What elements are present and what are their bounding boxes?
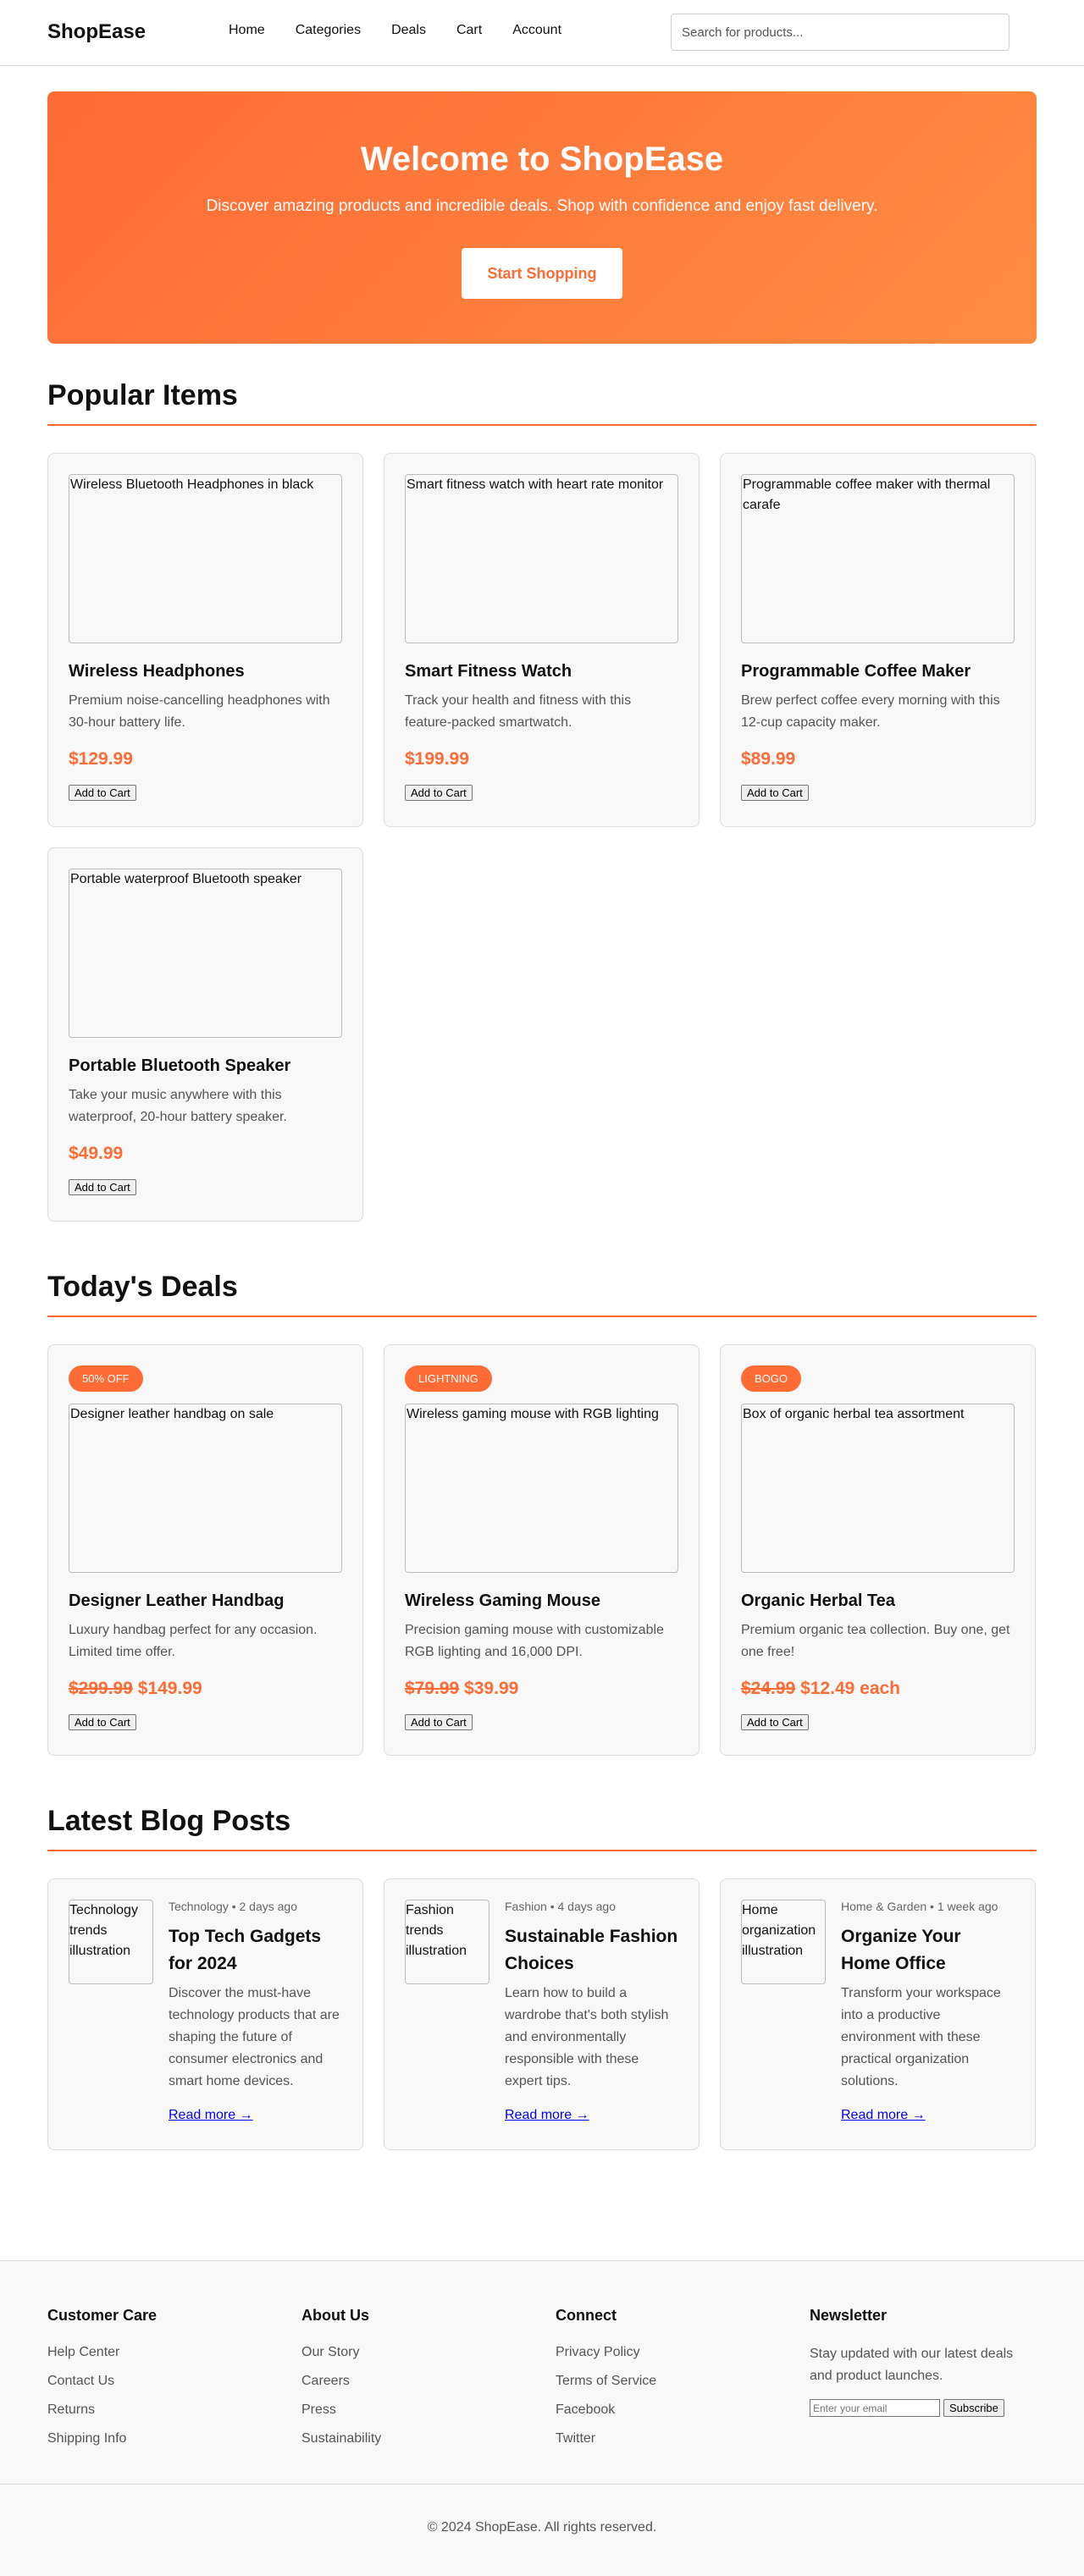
- add-to-cart-button[interactable]: Add to Cart: [405, 1714, 473, 1730]
- section-title: Latest Blog Posts: [47, 1805, 1037, 1851]
- product-price: $89.99: [741, 749, 796, 769]
- product-card: [720, 453, 1036, 827]
- deal-badge: BOGO: [741, 1365, 801, 1392]
- main-content: [47, 91, 1037, 2150]
- product-description: Luxury handbag perfect for any occasion. Limited time offer.: [69, 1623, 318, 1659]
- blog-thumbnail: Home organization illustration: [741, 1900, 826, 1984]
- newsletter-email-input[interactable]: [810, 2399, 940, 2417]
- blog-card: [47, 1878, 363, 2150]
- footer-link-help-center[interactable]: Help Center: [47, 2345, 120, 2359]
- newsletter-form: [810, 2399, 1037, 2417]
- footer-connect: [556, 2307, 810, 2484]
- blog-excerpt: Discover the must-have technology products that are shaping the future of consumer electronics and smart home devices.: [169, 1986, 340, 2088]
- deal-card: [47, 1344, 363, 1756]
- blog-title: Top Tech Gadgets for 2024: [169, 1927, 322, 1973]
- popular-items-section: [47, 379, 1037, 1222]
- old-price: $79.99: [405, 1679, 460, 1698]
- nav-categories[interactable]: Categories: [295, 23, 362, 37]
- blog-card: [720, 1878, 1036, 2150]
- product-name: Wireless Headphones: [69, 662, 245, 681]
- add-to-cart-button[interactable]: Add to Cart: [69, 785, 136, 801]
- product-card: [47, 847, 363, 1222]
- footer-link-contact-us[interactable]: Contact Us: [47, 2374, 115, 2388]
- product-price: $129.99: [69, 749, 133, 769]
- footer-columns: [47, 2261, 1037, 2484]
- product-image: Designer leather handbag on sale: [69, 1404, 342, 1573]
- product-image: Smart fitness watch with heart rate monitor: [405, 474, 678, 643]
- footer-customer-care: [47, 2307, 301, 2484]
- footer-title: Customer Care: [47, 2307, 158, 2324]
- blog-title: Sustainable Fashion Choices: [505, 1927, 678, 1973]
- product-name: Organic Herbal Tea: [741, 1591, 895, 1610]
- deal-price: [741, 1679, 1015, 1699]
- deal-card: [384, 1344, 700, 1756]
- deals-grid: [47, 1344, 1037, 1756]
- product-name: Programmable Coffee Maker: [741, 662, 971, 681]
- blog-thumbnail: Technology trends illustration: [69, 1900, 153, 1984]
- blog-thumbnail: Fashion trends illustration: [405, 1900, 489, 1984]
- read-more-link[interactable]: Read more →: [169, 2108, 253, 2122]
- footer-link-twitter[interactable]: Twitter: [556, 2431, 596, 2446]
- footer-about: [301, 2307, 556, 2484]
- newsletter-text: Stay updated with our latest deals and product launches.: [810, 2347, 1014, 2383]
- product-name: Portable Bluetooth Speaker: [69, 1056, 291, 1075]
- deal-badge: 50% OFF: [69, 1365, 143, 1392]
- footer-title: About Us: [301, 2307, 369, 2324]
- deals-section: [47, 1271, 1037, 1756]
- product-description: Premium organic tea collection. Buy one, get one free!: [741, 1623, 1010, 1659]
- blog-body: [505, 1900, 678, 2129]
- footer-link-facebook[interactable]: Facebook: [556, 2402, 616, 2417]
- nav-deals[interactable]: Deals: [391, 23, 426, 37]
- new-price: $149.99: [137, 1679, 202, 1698]
- nav-account[interactable]: Account: [512, 23, 562, 37]
- product-description: Brew perfect coffee every morning with this 12-cup capacity maker.: [741, 693, 1000, 730]
- read-more-link[interactable]: Read more →: [505, 2108, 589, 2122]
- footer-title: Newsletter: [810, 2307, 888, 2324]
- footer-link-returns[interactable]: Returns: [47, 2402, 96, 2417]
- new-price: $39.99: [464, 1679, 519, 1698]
- nav-home[interactable]: Home: [229, 23, 265, 37]
- footer-link-sustainability[interactable]: Sustainability: [301, 2431, 382, 2446]
- logo[interactable]: ShopEase: [47, 20, 147, 43]
- product-price: $49.99: [69, 1144, 124, 1163]
- product-description: Take your music anywhere with this waterproof, 20-hour battery speaker.: [69, 1088, 287, 1124]
- deal-price: [405, 1679, 678, 1699]
- product-description: Premium noise-cancelling headphones with 30-hour battery life.: [69, 693, 330, 730]
- footer-link-terms-of-service[interactable]: Terms of Service: [556, 2374, 657, 2388]
- add-to-cart-button[interactable]: Add to Cart: [741, 1714, 809, 1730]
- blog-body: [841, 1900, 1015, 2129]
- old-price: $299.99: [69, 1679, 133, 1698]
- hero-title: Welcome to ShopEase: [360, 141, 724, 178]
- main-nav: [229, 23, 561, 38]
- blog-title: Organize Your Home Office: [841, 1927, 961, 1973]
- blog-excerpt: Transform your workspace into a productive environment with these practical organization solutions.: [841, 1986, 1001, 2088]
- add-to-cart-button[interactable]: Add to Cart: [69, 1714, 136, 1730]
- product-image: Wireless Bluetooth Headphones in black: [69, 474, 342, 643]
- hero-banner: [47, 91, 1037, 344]
- product-image: Wireless gaming mouse with RGB lighting: [405, 1404, 678, 1573]
- blog-grid: [47, 1878, 1037, 2150]
- footer-link-careers[interactable]: Careers: [301, 2374, 350, 2388]
- section-title: Popular Items: [47, 379, 1037, 426]
- add-to-cart-button[interactable]: Add to Cart: [741, 785, 809, 801]
- product-description: Precision gaming mouse with customizable RGB lighting and 16,000 DPI.: [405, 1623, 664, 1659]
- deal-badge: LIGHTNING: [405, 1365, 492, 1392]
- footer-link-privacy-policy[interactable]: Privacy Policy: [556, 2345, 640, 2359]
- hero-subtitle: Discover amazing products and incredible deals. Shop with confidence and enjoy fast delivery.: [206, 197, 878, 215]
- read-more-link[interactable]: Read more →: [841, 2108, 926, 2122]
- blog-meta: Fashion • 4 days ago: [505, 1900, 616, 1913]
- add-to-cart-button[interactable]: Add to Cart: [69, 1179, 136, 1195]
- product-card: [47, 453, 363, 827]
- product-name: Smart Fitness Watch: [405, 662, 572, 681]
- blog-meta: Home & Garden • 1 week ago: [841, 1900, 998, 1913]
- product-image: Portable waterproof Bluetooth speaker: [69, 869, 342, 1038]
- search-input[interactable]: [671, 14, 1009, 51]
- site-footer: [0, 2260, 1084, 2576]
- blog-card: [384, 1878, 700, 2150]
- copyright: © 2024 ShopEase. All rights reserved.: [0, 2484, 1084, 2576]
- nav-cart[interactable]: Cart: [456, 23, 483, 37]
- blog-section: [47, 1805, 1037, 2150]
- deal-card: [720, 1344, 1036, 1756]
- deal-price: [69, 1679, 342, 1699]
- blog-excerpt: Learn how to build a wardrobe that's both stylish and environmentally responsible with these expert tips.: [505, 1986, 669, 2088]
- footer-link-our-story[interactable]: Our Story: [301, 2345, 360, 2359]
- product-description: Track your health and fitness with this feature-packed smartwatch.: [405, 693, 632, 730]
- product-card: [384, 453, 700, 827]
- footer-newsletter: [810, 2307, 1037, 2484]
- section-title: Today's Deals: [47, 1271, 1037, 1317]
- start-shopping-button[interactable]: Start Shopping: [462, 248, 622, 299]
- product-name: Wireless Gaming Mouse: [405, 1591, 600, 1610]
- subscribe-button[interactable]: Subscribe: [943, 2399, 1004, 2417]
- site-header: [0, 0, 1084, 66]
- new-price: $12.49 each: [800, 1679, 901, 1698]
- product-name: Designer Leather Handbag: [69, 1591, 285, 1610]
- product-grid: [47, 453, 1037, 1222]
- footer-title: Connect: [556, 2307, 617, 2324]
- add-to-cart-button[interactable]: Add to Cart: [405, 785, 473, 801]
- blog-meta: Technology • 2 days ago: [169, 1900, 298, 1913]
- old-price: $24.99: [741, 1679, 796, 1698]
- product-image: Box of organic herbal tea assortment: [741, 1404, 1015, 1573]
- footer-link-shipping-info[interactable]: Shipping Info: [47, 2431, 127, 2446]
- footer-link-press[interactable]: Press: [301, 2402, 336, 2417]
- product-image: Programmable coffee maker with thermal carafe: [741, 474, 1015, 643]
- blog-body: [169, 1900, 342, 2129]
- product-price: $199.99: [405, 749, 469, 769]
